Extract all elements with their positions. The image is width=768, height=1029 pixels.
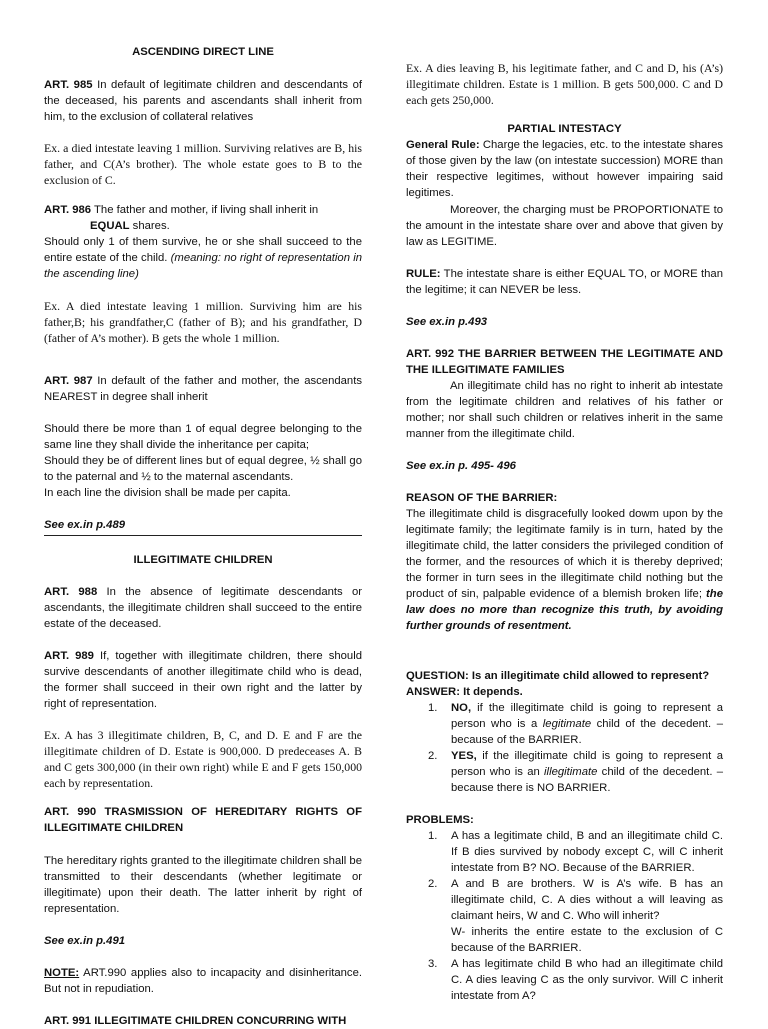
list-number: 2.: [428, 750, 438, 762]
question: QUESTION: Is an illegitimate child allowed to represent?: [406, 670, 710, 682]
art-986: [44, 202, 362, 282]
problem-2: A and B are brothers. W is A’s wife. B has an illegitimate child, C. A dies without a will leaving as claimant heirs, W and C. Who will inherit?: [451, 878, 723, 922]
art-992-heading: ART. 992 THE BARRIER BETWEEN THE LEGITIMATE AND THE ILLEGITIMATE FAMILIES: [406, 348, 723, 376]
problem-2-answer: W- inherits the entire estate to the exclusion of C because of the BARRIER.: [451, 926, 723, 954]
art-986-label: ART. 986: [44, 204, 92, 216]
list-number: 2.: [428, 878, 438, 890]
example-3: Ex. A has 3 illegitimate children, B, C, and D. E and F are the illegitimate children of D. Estate is 900,000. D predeceases A. B and C gets 300,000 (in their own right) while E and F gets 150,000 each by representation.: [44, 728, 362, 790]
example-1: Ex. a died intestate leaving 1 million. Surviving relatives are B, his father, and C(A’s brother). The whole estate goes to B to the exclusion of C.: [44, 141, 362, 187]
art-990-heading: ART. 990 TRASMISSION OF HEREDITARY RIGHTS OF ILLEGITIMATE CHILDREN: [44, 806, 362, 834]
answer-yes-emphasis: illegitimate: [544, 766, 598, 778]
answer-yes-end: child of the decedent. – because there is NO BARRIER.: [451, 766, 723, 794]
answer-list: [406, 700, 723, 796]
list-item: [406, 828, 723, 876]
art-986-meaning: (meaning: no right of representation in the ascending line): [44, 252, 362, 280]
rule-text: The intestate share is either EQUAL TO, or MORE than the legitime; it can NEVER be less.: [406, 268, 723, 296]
heading-partial-intestacy: PARTIAL INTESTACY: [507, 123, 622, 135]
art-987-text: In default of the father and mother, the ascendants NEAREST in degree shall inherit: [44, 375, 363, 403]
art-990-text: The hereditary rights granted to the illegitimate children shall be transmitted to their descendants (whether legitimate or illegitimate) upon their death. The latter inherit by right of representation.: [44, 855, 362, 915]
section-divider: [44, 535, 362, 536]
answer-no-end: child of the decedent. – because of the BARRIER.: [451, 718, 723, 746]
answer: ANSWER: It depends.: [406, 686, 523, 698]
problem-1: A has a legitimate child, B and an illegitimate child C. If B dies survived by nobody except C, will C inherit intestate from B? NO. Because of the BARRIER.: [451, 830, 723, 874]
general-rule: [406, 137, 723, 201]
reason-heading: REASON OF THE BARRIER:: [406, 492, 558, 504]
art-987-equal-degree: Should there be more than 1 of equal degree belonging to the same line they shall divide the inheritance per capita;: [44, 423, 362, 451]
answer-no-emphasis: legitimate: [542, 718, 592, 730]
art-988-text: In the absence of legitimate descendants or ascendants, the illegitimate children shall succeed to the entire estate of the deceased.: [44, 586, 363, 630]
general-rule-text: Charge the legacies, etc. to the intestate shares of those given by the law (on intestate succession) MORE than their respective legitimes, without however impairing said legitimes.: [406, 139, 724, 199]
art-987-continued: [44, 421, 362, 501]
reason-emphasis: the law does no more than recognize this truth, by avoiding further grounds of resentment.: [406, 588, 723, 632]
art-989-label: ART. 989: [44, 650, 94, 662]
moreover-paragraph: Moreover, the charging must be PROPORTIONATE to the amount in the intestate share over and above that given by law as LEGITIME.: [406, 204, 723, 248]
see-example-495: See ex.in p. 495- 496: [406, 460, 516, 472]
art-986-survive: Should only 1 of them survive, he or she shall succeed to the entire estate of the child.: [44, 236, 362, 264]
art-988: [44, 584, 362, 632]
art-987-different-lines: Should they be of different lines but of equal degree, ½ shall go to the paternal and ½ to the maternal ascendants.: [44, 455, 362, 483]
list-number: 3.: [428, 958, 438, 970]
art-992-text: An illegitimate child has no right to inherit ab intestate from the legitimate children and relatives of his father or mother; nor shall such children or relatives inherit in the same manner from the illegitimate child.: [406, 380, 723, 440]
see-example-491: See ex.in p.491: [44, 935, 126, 947]
rule: [406, 266, 723, 298]
art-986-equal: EQUAL: [90, 220, 130, 232]
art-987: [44, 373, 362, 405]
art-987-per-capita: In each line the division shall be made per capita.: [44, 487, 291, 499]
problems-heading: PROBLEMS:: [406, 814, 474, 826]
art-985: [44, 77, 362, 125]
answer-no: NO,: [451, 702, 472, 714]
problem-3: A has legitimate child B who had an illegitimate child C. A dies leaving C as the only survivor. Will C inherit intestate from A?: [451, 958, 723, 1002]
list-item: [406, 956, 723, 1004]
art-986-shares: shares.: [129, 220, 170, 232]
reason-text: [406, 506, 723, 634]
rule-label: RULE:: [406, 268, 441, 280]
art-989-text: If, together with illegitimate children, there should survive descendants of another illegitimate child who is dead, the former shall succeed in their own right and the latter by right of representation.: [44, 650, 362, 710]
see-example-493: See ex.in p.493: [406, 316, 488, 328]
problems-list: [406, 828, 723, 1004]
see-example-489: See ex.in p.489: [44, 519, 126, 531]
general-rule-label: General Rule:: [406, 139, 480, 151]
art-989: [44, 648, 362, 712]
heading-illegitimate-children: ILLEGITIMATE CHILDREN: [133, 554, 273, 566]
list-item: [406, 876, 723, 956]
list-item: [406, 748, 723, 796]
art-985-label: ART. 985: [44, 79, 93, 91]
example-4: Ex. A dies leaving B, his legitimate father, and C and D, his (A’s) illegitimate children. Estate is 1 million. B gets 500,000. C and D each gets 250,000.: [406, 61, 723, 107]
note-text: ART.990 applies also to incapacity and disinheritance. But not in repudiation.: [44, 967, 362, 995]
list-item: [406, 700, 723, 748]
reason-body: The illegitimate child is disgracefully looked dowm upon by the legitimate family; the legitimate family is in turn, hated by the illegitimate child, the latter considers the privileged condition of the former, and the resources of which it is thereby deprived; the former in turn sees in the illegitimate child nothing but the product of sin, palpable evidence of a blemish broken life;: [406, 508, 723, 600]
art-985-text: In default of legitimate children and descendants of the deceased, his parents and ascendants shall inherit from him, to the exclusion of collateral relatives: [44, 79, 362, 123]
art-987-label: ART. 987: [44, 375, 93, 387]
heading-ascending-direct-line: ASCENDING DIRECT LINE: [132, 46, 274, 58]
art-988-label: ART. 988: [44, 586, 98, 598]
list-number: 1.: [428, 830, 438, 842]
art-986-text: The father and mother, if living shall inherit in: [91, 204, 319, 216]
list-number: 1.: [428, 702, 438, 714]
note: [44, 965, 362, 997]
answer-yes: YES,: [451, 750, 477, 762]
answer-no-text: if the illegitimate child is going to represent a person who is a: [451, 702, 723, 730]
answer-yes-text: if the illegitimate child is going to represent a person who is an: [451, 750, 723, 778]
example-2: Ex. A died intestate leaving 1 million. Surviving him are his father,B; his grandfather,C (father of B); and his grandfather, D (father of A’s mother). B gets the whole 1 million.: [44, 299, 362, 345]
art-991-heading: ART. 991 ILLEGITIMATE CHILDREN CONCURRING WITH: [44, 1015, 347, 1027]
note-label: NOTE:: [44, 967, 80, 979]
